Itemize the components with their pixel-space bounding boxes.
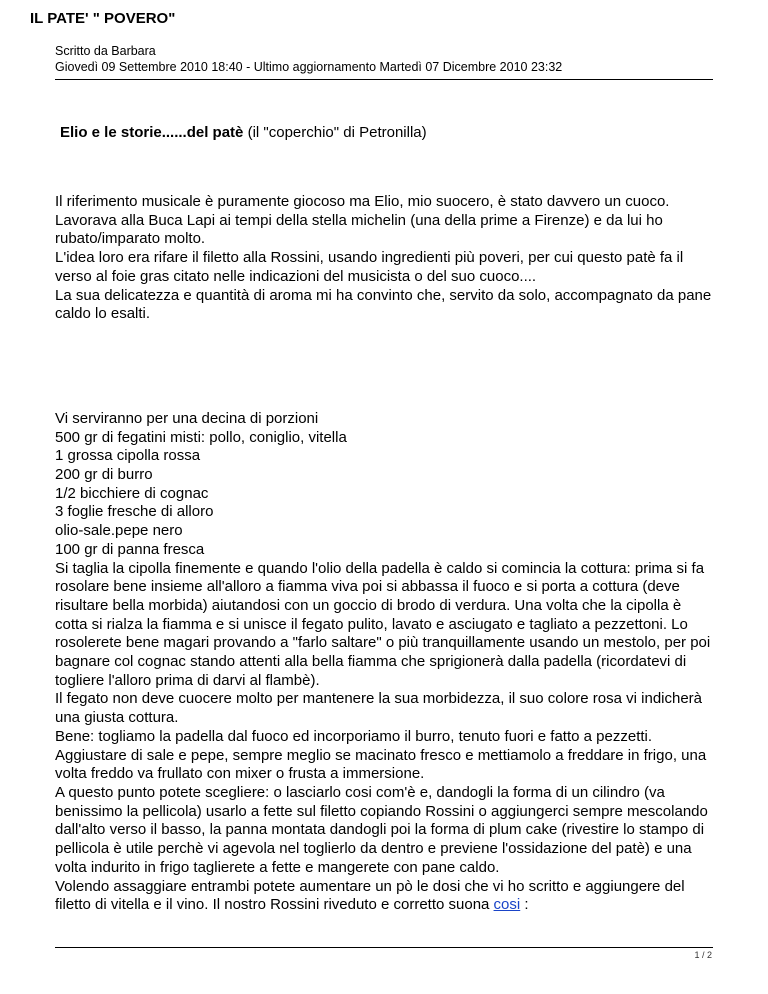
intro-paragraph: L'idea loro era rifare il filetto alla Rossini, usando ingredienti più poveri, per cui questo patè fa il verso al foie gras citato nelle indicazioni del musicista o del suo cuoco.... [55, 249, 684, 285]
dates-line: Giovedì 09 Settembre 2010 18:40 - Ultimo aggiornamento Martedì 07 Dicembre 2010 23:32 [55, 60, 563, 74]
cosi-link[interactable]: cosi [493, 896, 521, 914]
step-paragraph: A questo punto potete scegliere: o lasciarlo cosi com'è e, dandogli la forma di un cilindro (va benissimo la pellicola) usarlo a fette sul filetto copiando Rossini o aggiungerci sempre mescolando dall'alto verso il basso, la panna montata dandogli poi la forma di plum cake (rivestire lo stampo di pellicola è utile perchè vi agevola nel toglierlo da dentro e previene l'ossidazione del patè) e una volta indurito in frigo taglierete a fette e mangerete con pane caldo. [55, 783, 708, 876]
closing-paragraph [55, 878, 715, 915]
ingredient-item: 100 gr di panna fresca [55, 540, 205, 558]
article-subtitle [60, 124, 427, 142]
intro-paragraph: La sua delicatezza e quantità di aroma mi ha convinto che, servito da solo, accompagnato da pane caldo lo esalti. [55, 286, 712, 323]
subtitle-rest: (il "coperchio" di Petronilla) [243, 124, 427, 141]
header-divider [55, 79, 713, 80]
recipe-section [55, 410, 715, 915]
ingredient-item: olio-sale.pepe nero [55, 522, 183, 540]
page-number: 1 / 2 [694, 950, 712, 960]
author-line: Scritto da Barbara [55, 44, 156, 58]
ingredient-item: 200 gr di burro [55, 466, 153, 484]
footer-divider [55, 947, 713, 948]
closing-text: Volendo assaggiare entrambi potete aumentare un pò le dosi che vi ho scritto e aggiungere del filetto di vitella e il vino. Il nostro Rossini riveduto e corretto suona [55, 877, 685, 914]
subtitle-bold: Elio e le storie......del patè [60, 124, 244, 141]
intro-paragraph: Il riferimento musicale è puramente giocoso ma Elio, mio suocero, è stato davvero un cuoco. Lavorava alla Buca Lapi ai tempi della stella michelin (una della prime a Firenze) e da lui ho rubato/imparato molto. [55, 193, 670, 248]
step-paragraph: Si taglia la cipolla finemente e quando l'olio della padella è caldo si comincia la cottura: prima si fa rosolare bene insieme all'alloro a fiamma viva poi si abbassa il fuoco e si porta a cottura (deve risultare bella morbida) aiutandosi con un goccio di brodo di verdura. Una volta che la cipolla è cotta si rialza la fiamma e si unisce il fegato pulito, lavato e asciugato e tagliato a pezzettoni. Lo rosolerete bene magari provando a "farlo saltare" o più tranquillamente usando un mestolo, per poi bagnare col cognac stando attenti alla bella fiamma che sprigionerà dalla padella (ricordatevi di togliere l'alloro prima di darvi al flambè). [55, 559, 711, 689]
servings-line: Vi serviranno per una decina di porzioni [55, 409, 319, 427]
step-paragraph: Il fegato non deve cuocere molto per mantenere la sua morbidezza, il suo colore rosa vi indicherà una giusta cottura. [55, 690, 703, 727]
ingredient-item: 1/2 bicchiere di cognac [55, 484, 209, 502]
ingredient-item: 500 gr di fegatini misti: pollo, coniglio, vitella [55, 428, 347, 446]
page-title: IL PATE' " POVERO" [30, 10, 176, 27]
ingredient-item: 1 grossa cipolla rossa [55, 447, 201, 465]
step-paragraph: Bene: togliamo la padella dal fuoco ed incorporiamo il burro, tenuto fuori e fatto a pezzetti. Aggiustare di sale e pepe, sempre meglio se macinato fresco e mettiamolo a freddare in frigo, una volta freddo va frullato con mixer o frusta a immersione. [55, 727, 707, 783]
ingredient-item: 3 foglie fresche di alloro [55, 503, 214, 521]
intro-section [55, 193, 715, 324]
article-body [55, 193, 715, 915]
closing-colon: : [520, 896, 529, 914]
article-meta [55, 43, 562, 75]
